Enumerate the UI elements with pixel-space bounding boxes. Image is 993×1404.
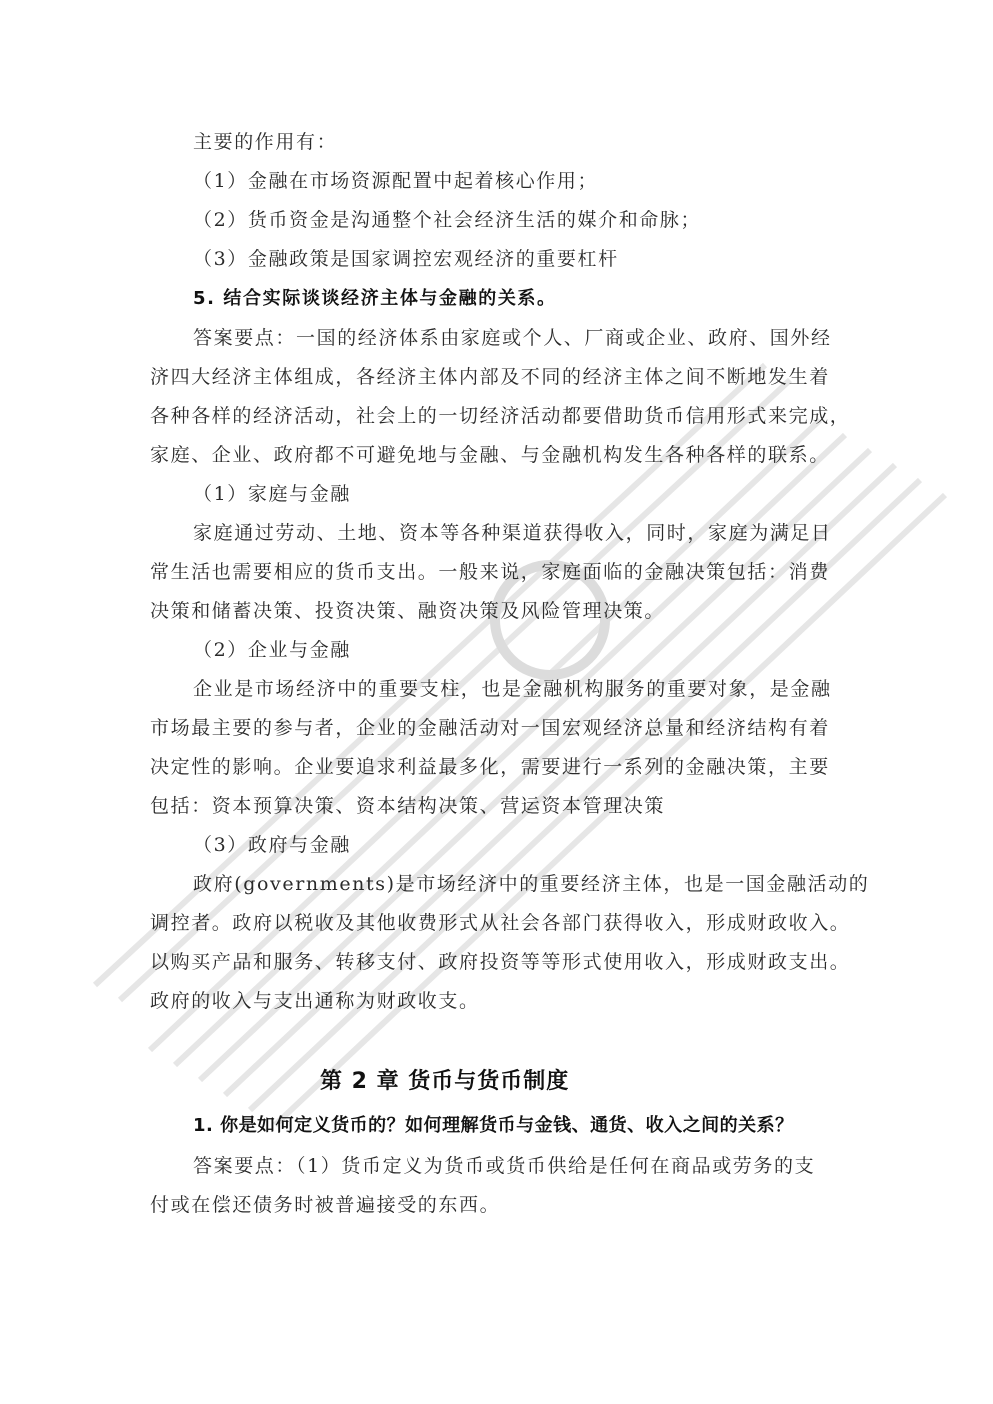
government-line: 政府的收入与支出通称为财政收支。 — [150, 990, 480, 1012]
q5-answer-line: 济四大经济主体组成，各经济主体内部及不同的经济主体之间不断地发生着 — [150, 366, 830, 388]
sub-heading-enterprise: （2）企业与金融 — [193, 639, 351, 661]
intro-text: 主要的作用有： — [193, 131, 338, 153]
q5-answer-line: 各种各样的经济活动，社会上的一切经济活动都要借助货币信用形式来完成， — [150, 405, 851, 427]
household-line: 家庭通过劳动、土地、资本等各种渠道获得收入，同时，家庭为满足日 — [193, 522, 832, 544]
enterprise-line: 市场最主要的参与者，企业的金融活动对一国宏观经济总量和经济结构有着 — [150, 717, 830, 739]
q5-answer-line: 家庭、企业、政府都不可避免地与金融、与金融机构发生各种各样的联系。 — [150, 444, 830, 466]
government-line: 政府(governments)是市场经济中的重要经济主体，也是一国金融活动的 — [193, 873, 870, 895]
q5-answer-line: 答案要点：一国的经济体系由家庭或个人、厂商或企业、政府、国外经 — [193, 327, 832, 349]
point-2: （2）货币资金是沟通整个社会经济生活的媒介和命脉； — [193, 209, 702, 231]
chapter-title: 第 2 章 货币与货币制度 — [320, 1069, 570, 1094]
enterprise-line: 包括：资本预算决策、资本结构决策、营运资本管理决策 — [150, 795, 666, 817]
point-1: （1）金融在市场资源配置中起着核心作用； — [193, 170, 599, 192]
sub-heading-household: （1）家庭与金融 — [193, 483, 351, 505]
chapter2-answer-line: 付或在偿还债务时被普遍接受的东西。 — [150, 1194, 501, 1216]
enterprise-line: 企业是市场经济中的重要支柱，也是金融机构服务的重要对象，是金融 — [193, 678, 832, 700]
point-3: （3）金融政策是国家调控宏观经济的重要杠杆 — [193, 248, 619, 270]
household-line: 常生活也需要相应的货币支出。一般来说，家庭面临的金融决策包括：消费 — [150, 561, 830, 583]
chapter2-question-1: 1. 你是如何定义货币的？如何理解货币与金钱、通货、收入之间的关系？ — [193, 1115, 794, 1136]
government-line: 调控者。政府以税收及其他收费形式从社会各部门获得收入，形成财政收入。 — [150, 912, 851, 934]
enterprise-line: 决定性的影响。企业要追求利益最多化，需要进行一系列的金融决策，主要 — [150, 756, 830, 778]
sub-heading-government: （3）政府与金融 — [193, 834, 351, 856]
government-line: 以购买产品和服务、转移支付、政府投资等等形式使用收入，形成财政支出。 — [150, 951, 851, 973]
chapter2-answer-line: 答案要点：（1）货币定义为货币或货币供给是任何在商品或劳务的支 — [193, 1155, 816, 1177]
household-line: 决策和储蓄决策、投资决策、融资决策及风险管理决策。 — [150, 600, 666, 622]
question-5-title: 5. 结合实际谈谈经济主体与金融的关系。 — [193, 288, 557, 309]
